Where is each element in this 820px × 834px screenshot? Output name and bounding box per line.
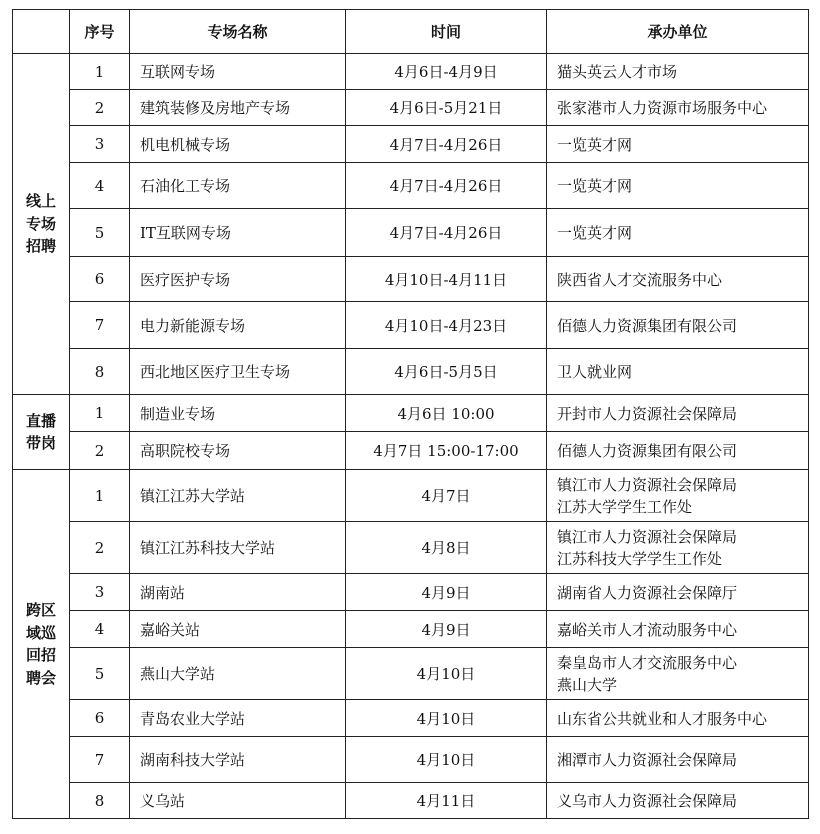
org-line: 燕山大学 (557, 675, 618, 694)
org-line: 佰德人力资源集团有限公司 (557, 316, 738, 335)
table-row (13, 126, 809, 163)
org-line: 卫人就业网 (557, 363, 633, 381)
cell-name: 石油化工专场 (130, 163, 346, 209)
cell-time: 4月7日 15:00-17:00 (346, 432, 547, 470)
cell-seq: 2 (70, 522, 130, 574)
cell-time: 4月9日 (346, 611, 547, 648)
cell-time: 4月7日-4月26日 (346, 163, 547, 209)
cell-org (547, 349, 809, 395)
cell-time: 4月10日 (346, 648, 547, 700)
group-label: 线上专场招聘 (13, 54, 70, 395)
cell-org (547, 302, 809, 349)
header-row (13, 10, 809, 54)
cell-seq: 4 (70, 611, 130, 648)
cell-seq: 8 (70, 349, 130, 395)
org-line: 一览英才网 (557, 177, 633, 195)
cell-seq: 1 (70, 54, 130, 90)
cell-seq: 4 (70, 163, 130, 209)
table-row (13, 522, 809, 574)
cell-org (547, 700, 809, 737)
org-line: 义乌市人力资源社会保障局 (557, 792, 738, 810)
table-row (13, 783, 809, 819)
cell-seq: 8 (70, 783, 130, 819)
cell-org (547, 470, 809, 522)
cell-time: 4月7日 (346, 470, 547, 522)
cell-time: 4月11日 (346, 783, 547, 819)
cell-seq: 5 (70, 648, 130, 700)
recruitment-schedule-table (12, 9, 809, 819)
cell-seq: 1 (70, 395, 130, 432)
cell-org (547, 209, 809, 257)
cell-org (547, 432, 809, 470)
cell-seq: 2 (70, 432, 130, 470)
cell-time: 4月6日-5月21日 (346, 90, 547, 126)
cell-seq: 5 (70, 209, 130, 257)
cell-name: 燕山大学站 (130, 648, 346, 700)
cell-org (547, 783, 809, 819)
cell-org (547, 395, 809, 432)
org-line: 江苏科技大学学生工作处 (557, 549, 723, 568)
cell-name: 镇江江苏大学站 (130, 470, 346, 522)
cell-name: 青岛农业大学站 (130, 700, 346, 737)
table-row (13, 257, 809, 302)
table-row (13, 90, 809, 126)
cell-time: 4月6日-4月9日 (346, 54, 547, 90)
cell-seq: 1 (70, 470, 130, 522)
cell-name: 互联网专场 (130, 54, 346, 90)
table-row (13, 470, 809, 522)
table-row (13, 432, 809, 470)
cell-name: 建筑装修及房地产专场 (130, 90, 346, 126)
org-line: 镇江市人力资源社会保障局 (557, 475, 738, 494)
header-seq: 序号 (70, 10, 130, 54)
cell-time: 4月7日-4月26日 (346, 126, 547, 163)
table-row (13, 395, 809, 432)
cell-org (547, 611, 809, 648)
table-row (13, 349, 809, 395)
cell-org (547, 522, 809, 574)
cell-name: 机电机械专场 (130, 126, 346, 163)
table-row (13, 648, 809, 700)
org-line: 湖南省人力资源社会保障厅 (557, 583, 738, 602)
table-body (13, 54, 809, 819)
cell-org (547, 648, 809, 700)
table-row (13, 700, 809, 737)
cell-name: 高职院校专场 (130, 432, 346, 470)
cell-time: 4月6日 10:00 (346, 395, 547, 432)
cell-org (547, 257, 809, 302)
org-line: 湘潭市人力资源社会保障局 (557, 751, 738, 769)
cell-time: 4月10日 (346, 737, 547, 783)
cell-org (547, 90, 809, 126)
table-row (13, 54, 809, 90)
cell-seq: 7 (70, 737, 130, 783)
cell-name: 嘉峪关站 (130, 611, 346, 648)
header-time: 时间 (346, 10, 547, 54)
cell-seq: 3 (70, 574, 130, 611)
cell-time: 4月6日-5月5日 (346, 349, 547, 395)
org-line: 陕西省人才交流服务中心 (557, 270, 723, 289)
table-row (13, 611, 809, 648)
org-line: 一览英才网 (557, 224, 633, 242)
cell-seq: 2 (70, 90, 130, 126)
cell-seq: 3 (70, 126, 130, 163)
cell-seq: 7 (70, 302, 130, 349)
cell-time: 4月9日 (346, 574, 547, 611)
cell-name: 医疗医护专场 (130, 257, 346, 302)
cell-org (547, 126, 809, 163)
org-line: 张家港市人力资源市场服务中心 (557, 99, 768, 117)
group-label: 跨区域巡回招聘会 (13, 470, 70, 819)
table-row (13, 574, 809, 611)
cell-org (547, 163, 809, 209)
cell-org (547, 574, 809, 611)
cell-name: 义乌站 (130, 783, 346, 819)
header-group (13, 10, 70, 54)
cell-name: 湖南站 (130, 574, 346, 611)
table-row (13, 302, 809, 349)
group-label: 直播带岗 (13, 395, 70, 470)
org-line: 佰德人力资源集团有限公司 (557, 442, 738, 460)
cell-time: 4月10日 (346, 700, 547, 737)
header-org: 承办单位 (547, 10, 809, 54)
header-name: 专场名称 (130, 10, 346, 54)
org-line: 开封市人力资源社会保障局 (557, 404, 738, 423)
cell-seq: 6 (70, 700, 130, 737)
org-line: 山东省公共就业和人才服务中心 (557, 709, 768, 728)
table-row (13, 163, 809, 209)
cell-org (547, 737, 809, 783)
org-line: 嘉峪关市人才流动服务中心 (557, 620, 738, 639)
org-line: 镇江市人力资源社会保障局 (557, 527, 738, 546)
cell-time: 4月7日-4月26日 (346, 209, 547, 257)
cell-time: 4月10日-4月11日 (346, 257, 547, 302)
cell-org (547, 54, 809, 90)
org-line: 江苏大学学生工作处 (557, 497, 693, 516)
table-row (13, 209, 809, 257)
cell-time: 4月8日 (346, 522, 547, 574)
cell-time: 4月10日-4月23日 (346, 302, 547, 349)
cell-name: 电力新能源专场 (130, 302, 346, 349)
cell-name: 制造业专场 (130, 395, 346, 432)
cell-name: 西北地区医疗卫生专场 (130, 349, 346, 395)
org-line: 秦皇岛市人才交流服务中心 (557, 653, 738, 672)
table-wrapper (12, 9, 809, 819)
org-line: 猫头英云人才市场 (557, 63, 678, 81)
cell-seq: 6 (70, 257, 130, 302)
cell-name: IT互联网专场 (130, 209, 346, 257)
org-line: 一览英才网 (557, 135, 633, 154)
cell-name: 湖南科技大学站 (130, 737, 346, 783)
cell-name: 镇江江苏科技大学站 (130, 522, 346, 574)
table-row (13, 737, 809, 783)
